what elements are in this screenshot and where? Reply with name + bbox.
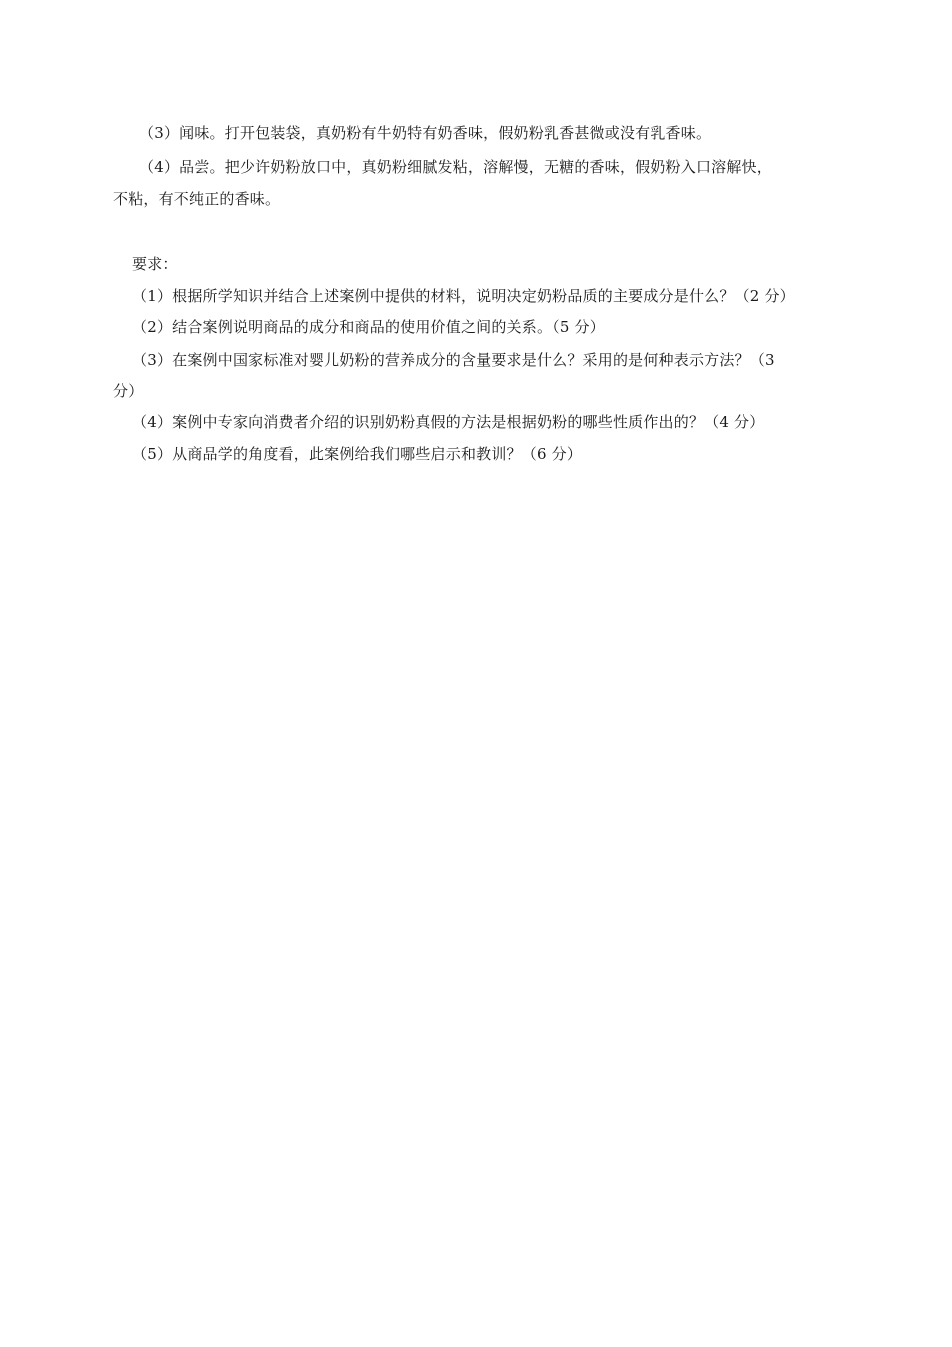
- requirement-item-1: （1）根据所学知识并结合上述案例中提供的材料，说明决定奶粉品质的主要成分是什么？（2 分）: [132, 287, 795, 305]
- requirement-item-2: （2）结合案例说明商品的成分和商品的使用价值之间的关系。（5 分）: [132, 318, 605, 336]
- requirement-item-3-continued: 分）: [113, 382, 144, 400]
- requirement-item-3: （3）在案例中国家标准对婴儿奶粉的营养成分的含量要求是什么？采用的是何种表示方法？（3: [132, 351, 775, 369]
- requirements-heading: 要求：: [132, 255, 178, 273]
- requirement-item-5: （5）从商品学的角度看，此案例给我们哪些启示和教训？（6 分）: [132, 445, 583, 463]
- test-smell-paragraph: （3）闻味。打开包装袋，真奶粉有牛奶特有奶香味，假奶粉乳香甚微或没有乳香味。: [139, 124, 712, 142]
- test-taste-paragraph: （4）品尝。把少许奶粉放口中，真奶粉细腻发粘，溶解慢，无糖的香味，假奶粉入口溶解快，: [139, 158, 772, 176]
- requirement-item-4: （4）案例中专家向消费者介绍的识别奶粉真假的方法是根据奶粉的哪些性质作出的？（4 分）: [132, 413, 765, 431]
- test-taste-paragraph-continued: 不粘，有不纯正的香味。: [113, 190, 281, 208]
